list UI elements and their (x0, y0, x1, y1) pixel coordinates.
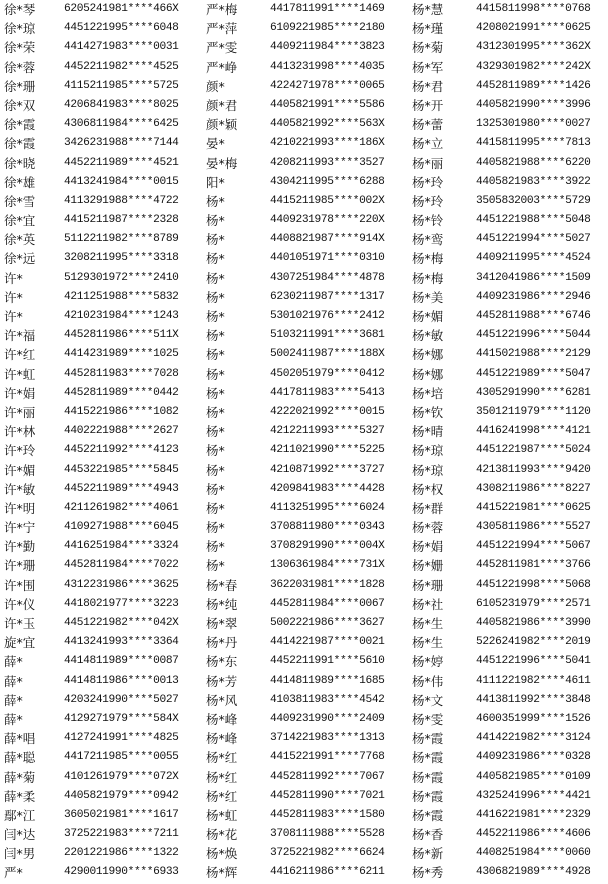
entry-id-number: 4212211993****5327 (270, 425, 385, 438)
entry-id-number: 4452811988****6746 (476, 310, 591, 322)
entry-name: 杨*姗 (412, 558, 444, 574)
entry-name: 杨*伟 (412, 673, 444, 689)
entry-id-number: 4417811991****1469 (270, 3, 385, 15)
entry-id-number: 3426231988****7144 (64, 137, 179, 150)
entry-id-number: 3725221982****6624 (270, 847, 385, 860)
entry-name: 杨*珊 (412, 577, 444, 593)
entry-name: 杨* (206, 404, 225, 420)
entry-name: 杨*生 (412, 635, 444, 651)
entry-name: 徐*英 (4, 232, 36, 248)
entry-id-number: 4452811990****7021 (270, 789, 385, 802)
entry-name: 杨* (206, 385, 225, 401)
entry-id-number: 3708811980****0343 (270, 521, 385, 534)
entry-name: 徐*琴 (4, 2, 36, 17)
entry-name: 杨*菊 (412, 40, 444, 56)
entry-id-number: 4452811984****0067 (270, 597, 385, 610)
entry-name: 杨*君 (412, 78, 444, 94)
entry-id-number: 4206841983****8025 (64, 98, 179, 111)
entry-name: 许*明 (4, 500, 36, 516)
entry-id-number: 4405821979****0942 (64, 789, 179, 802)
entry-id-number: 3605021981****1617 (64, 808, 179, 821)
entry-name: 严*梅 (206, 2, 238, 17)
entry-id-number: 5129301972****2410 (64, 271, 179, 284)
entry-id-number: 4414811989****1685 (270, 674, 385, 687)
entry-name: 杨*钦 (412, 404, 444, 420)
entry-name: 许*娟 (4, 385, 36, 401)
entry-name: 许*虹 (4, 366, 36, 382)
entry-name: 杨*红 (206, 750, 238, 766)
entry-id-number: 4452211992****4123 (64, 444, 179, 457)
entry-name: 杨*梅 (412, 251, 444, 267)
entry-name: 严* (4, 865, 23, 881)
entry-id-number: 5226241982****2019 (476, 636, 591, 649)
entry-name: 杨*秀 (412, 865, 444, 881)
entry-id-number: 4414221982****3124 (476, 732, 591, 745)
entry-name: 许*玲 (4, 443, 36, 459)
entry-name: 杨* (206, 328, 225, 344)
entry-id-number: 4451221982****042X (64, 617, 179, 629)
entry-id-number: 4451221996****5041 (476, 655, 591, 668)
entry-id-number: 4452811992****7067 (270, 770, 385, 783)
entry-id-number: 4451221987****5024 (476, 444, 591, 457)
entry-name: 颜* (206, 78, 225, 94)
entry-name: 杨* (206, 424, 225, 440)
entry-id-number: 4452211991****5610 (270, 655, 385, 668)
entry-id-number: 4452211986****4606 (476, 828, 591, 841)
entry-name: 许*玉 (4, 616, 36, 631)
entry-id-number: 3622031981****1828 (270, 578, 385, 591)
entry-name: 徐*蓉 (4, 59, 36, 75)
entry-name: 杨*雯 (412, 711, 444, 727)
entry-id-number: 4452811989****1426 (476, 79, 591, 92)
entry-id-number: 4405821983****3922 (476, 175, 591, 188)
entry-id-number: 4111221982****4611 (476, 674, 591, 687)
entry-name: 徐*霞 (4, 136, 36, 152)
entry-name: 杨*慧 (412, 2, 444, 17)
entry-name: 杨*香 (412, 827, 444, 843)
entry-id-number: 5002221986****3627 (270, 617, 385, 629)
entry-name: 闫*达 (4, 827, 36, 843)
entry-id-number: 4409231990****2409 (270, 712, 385, 725)
entry-id-number: 1325301980****0027 (476, 118, 591, 131)
entry-id-number: 3708291990****004X (270, 540, 385, 553)
entry-name: 杨* (206, 213, 225, 229)
entry-name: 杨*东 (206, 654, 238, 670)
entry-id-number: 4224271978****0065 (270, 79, 385, 92)
entry-id-number: 4451221994****5027 (476, 233, 591, 246)
entry-name: 杨*瑾 (412, 21, 444, 37)
entry-id-number: 4416241998****4121 (476, 425, 591, 438)
entry-id-number: 6105231979****2571 (476, 597, 591, 610)
entry-name: 薛* (4, 692, 23, 708)
entry-id-number: 4113251995****6024 (270, 501, 385, 514)
entry-name: 严*雯 (206, 40, 238, 56)
entry-name: 薛* (4, 711, 23, 727)
entry-id-number: 4409211995****4524 (476, 252, 591, 265)
entry-name: 杨*琼 (412, 443, 444, 459)
entry-id-number: 4451221995****6048 (64, 22, 179, 35)
entry-id-number: 4405821992****563X (270, 118, 385, 131)
entry-name: 杨*晴 (412, 424, 444, 440)
entry-name: 杨*娜 (412, 366, 444, 382)
entry-id-number: 4222021992****0015 (270, 405, 385, 418)
entry-name: 杨*新 (412, 846, 444, 862)
entry-name: 杨* (206, 520, 225, 536)
entry-name: 杨*生 (412, 616, 444, 631)
entry-id-number: 4208021991****0625 (476, 22, 591, 35)
entry-id-number: 4413241993****3364 (64, 636, 179, 649)
entry-id-number: 4101261979****072X (64, 770, 179, 783)
entry-id-number: 4451221988****5048 (476, 214, 591, 227)
entry-id-number: 4312231986****3625 (64, 578, 179, 591)
entry-id-number: 4415221986****1082 (64, 405, 179, 418)
entry-id-number: 4451221989****5047 (476, 367, 591, 380)
entry-name: 杨*霞 (412, 731, 444, 747)
entry-name: 杨*立 (412, 136, 444, 152)
entry-name: 许* (4, 289, 23, 305)
entry-name: 徐*晓 (4, 155, 36, 171)
entry-id-number: 4402221988****2627 (64, 425, 179, 438)
entry-name: 薛*菊 (4, 769, 36, 785)
entry-id-number: 4211251988****5832 (64, 290, 179, 303)
entry-name: 鄢*江 (4, 807, 36, 823)
entry-id-number: 4453221985****5845 (64, 463, 179, 476)
entry-name: 徐*双 (4, 97, 36, 113)
entry-id-number: 4115211985****5725 (64, 79, 179, 92)
entry-name: 薛*柔 (4, 788, 36, 804)
entry-name: 杨*峰 (206, 731, 238, 747)
entry-id-number: 4415211987****2328 (64, 214, 179, 227)
entry-name: 许*勤 (4, 539, 36, 555)
entry-name: 杨*群 (412, 500, 444, 516)
entry-name: 杨*焕 (206, 846, 238, 862)
entry-id-number: 3714221983****1313 (270, 732, 385, 745)
entry-name: 颜*颖 (206, 117, 238, 133)
entry-id-number: 6205241981****466X (64, 3, 179, 15)
entry-name: 杨*军 (412, 59, 444, 75)
entry-id-number: 4405821991****5586 (270, 98, 385, 111)
entry-name: 徐*雄 (4, 174, 36, 190)
entry-name: 杨*春 (206, 577, 238, 593)
entry-id-number: 4109271988****6045 (64, 521, 179, 534)
entry-name: 杨* (206, 558, 225, 574)
entry-id-number: 4308211986****8227 (476, 482, 591, 495)
entry-id-number: 6109221985****2180 (270, 22, 385, 35)
entry-name: 许*珊 (4, 558, 36, 574)
entry-name: 许*丽 (4, 404, 36, 420)
entry-id-number: 4208211993****3527 (270, 156, 385, 169)
entry-id-number: 4415221981****0625 (476, 501, 591, 514)
entry-id-number: 5002411987****188X (270, 348, 385, 361)
entry-name: 杨*媚 (412, 309, 444, 324)
entry-id-number: 4416211986****6211 (270, 866, 385, 879)
entry-name: 旋*宜 (4, 635, 36, 651)
entry-id-number: 4600351999****1526 (476, 712, 591, 725)
entry-id-number: 4210231984****1243 (64, 310, 179, 322)
entry-id-number: 4452811984****7022 (64, 559, 179, 572)
entry-id-number: 4405821988****6220 (476, 156, 591, 169)
entry-name: 杨*婷 (412, 654, 444, 670)
entry-id-number: 4409231978****220X (270, 214, 385, 227)
entry-id-number: 4213811993****9420 (476, 463, 591, 476)
entry-id-number: 4305291990****6281 (476, 386, 591, 399)
entry-id-number: 4418021977****3223 (64, 597, 179, 610)
entry-name: 许*围 (4, 577, 36, 593)
entry-name: 杨* (206, 347, 225, 363)
entry-id-number: 4451221994****5067 (476, 540, 591, 553)
entry-id-number: 4417211985****0055 (64, 751, 179, 764)
entry-name: 严*萍 (206, 21, 238, 37)
entry-name: 许*红 (4, 347, 36, 363)
entry-name: 杨*玲 (412, 193, 444, 209)
entry-id-number: 4452811983****7028 (64, 367, 179, 380)
entry-id-number: 3708111988****5528 (270, 828, 385, 841)
entry-name: 杨*丽 (412, 155, 444, 171)
entry-id-number: 3412041986****1509 (476, 271, 591, 284)
entry-name: 许*福 (4, 328, 36, 344)
entry-name: 杨* (206, 462, 225, 478)
entry-name: 杨*翠 (206, 616, 238, 631)
entry-name: 杨* (206, 500, 225, 516)
entry-name: 晏*梅 (206, 155, 238, 171)
entry-id-number: 4413231998****4035 (270, 60, 385, 73)
entry-id-number: 4415221991****7768 (270, 751, 385, 764)
entry-name: 杨* (206, 481, 225, 497)
entry-name: 许*仪 (4, 596, 36, 612)
entry-id-number: 4127241991****4825 (64, 732, 179, 745)
entry-id-number: 4408251984****0060 (476, 847, 591, 860)
entry-name: 杨*霞 (412, 788, 444, 804)
entry-id-number: 4209841983****4428 (270, 482, 385, 495)
entry-name: 杨*虹 (206, 807, 238, 823)
entry-id-number: 5103211991****3681 (270, 329, 385, 342)
entry-name: 杨*红 (206, 788, 238, 804)
entry-id-number: 4415811995****7813 (476, 137, 591, 150)
entry-name: 杨*鸾 (412, 232, 444, 248)
entry-name: 杨*铃 (412, 213, 444, 229)
entry-name: 杨*敏 (412, 328, 444, 344)
entry-name: 徐*琼 (4, 21, 36, 37)
entry-name: 杨*娜 (412, 347, 444, 363)
entry-id-number: 4409231986****0328 (476, 751, 591, 764)
entry-name: 杨*培 (412, 385, 444, 401)
entry-name: 徐*霞 (4, 117, 36, 133)
entry-id-number: 4416251984****3324 (64, 540, 179, 553)
entry-id-number: 4408821987****914X (270, 233, 385, 246)
entry-name: 杨*纯 (206, 596, 238, 612)
entry-name: 薛*唱 (4, 731, 36, 747)
entry-name: 杨*玲 (412, 174, 444, 190)
entry-id-number: 4306811984****6425 (64, 118, 179, 131)
entry-name: 杨*权 (412, 481, 444, 497)
entry-id-number: 3501211979****1120 (476, 405, 591, 418)
entry-id-number: 4305811986****5527 (476, 521, 591, 534)
entry-id-number: 4415211985****002X (270, 194, 385, 207)
entry-name: 杨*梅 (412, 270, 444, 286)
entry-id-number: 4409231986****2946 (476, 290, 591, 303)
entry-name: 杨*霞 (412, 750, 444, 766)
entry-name: 许*宁 (4, 520, 36, 536)
entry-name: 薛* (4, 673, 23, 689)
entry-name: 杨* (206, 443, 225, 459)
entry-id-number: 4325241996****4421 (476, 789, 591, 802)
entry-id-number: 4413241984****0015 (64, 175, 179, 188)
entry-name: 杨*辉 (206, 865, 238, 881)
entry-name: 许*媚 (4, 462, 36, 478)
entry-id-number: 4415021988****2129 (476, 348, 591, 361)
entry-id-number: 3725221983****7211 (64, 828, 179, 841)
entry-id-number: 4211021990****5225 (270, 444, 385, 457)
entry-name: 杨*琼 (412, 462, 444, 478)
entry-name: 杨*开 (412, 97, 444, 113)
entry-name: 阳* (206, 174, 225, 190)
entry-name: 杨*蓉 (412, 520, 444, 536)
entry-id-number: 4414811986****0013 (64, 674, 179, 687)
entry-name: 徐*雪 (4, 193, 36, 209)
entry-name: 晏* (206, 136, 225, 152)
entry-name: 杨* (206, 270, 225, 286)
entry-id-number: 3505832003****5729 (476, 194, 591, 207)
entry-id-number: 4103811983****4542 (270, 693, 385, 706)
entry-name: 杨*文 (412, 692, 444, 708)
entry-id-number: 4405821990****3996 (476, 98, 591, 111)
entry-name: 杨* (206, 289, 225, 305)
entry-id-number: 6230211987****1317 (270, 290, 385, 303)
entry-id-number: 4307251984****4878 (270, 271, 385, 284)
entry-name: 许* (4, 309, 23, 324)
entry-name: 严*峥 (206, 59, 238, 75)
entry-id-number: 5301021976****2412 (270, 310, 385, 322)
entry-name: 杨*娟 (412, 539, 444, 555)
entry-name: 颜*君 (206, 97, 238, 113)
entry-id-number: 4452811983****1580 (270, 808, 385, 821)
entry-name: 徐*荣 (4, 40, 36, 56)
entry-id-number: 4452811986****511X (64, 329, 179, 342)
entry-id-number: 4414271983****0031 (64, 41, 179, 54)
entry-id-number: 4211261982****4061 (64, 501, 179, 514)
entry-id-number: 4415811998****0768 (476, 3, 591, 15)
entry-name: 杨* (206, 232, 225, 248)
entry-name: 徐*远 (4, 251, 36, 267)
entry-id-number: 4405821986****3990 (476, 617, 591, 629)
entry-id-number: 2201221986****1322 (64, 847, 179, 860)
entry-name: 杨* (206, 193, 225, 209)
entry-id-number: 4416221981****2329 (476, 808, 591, 821)
entry-id-number: 4452211982****4525 (64, 60, 179, 73)
entry-id-number: 4210871992****3727 (270, 463, 385, 476)
entry-id-number: 4306821989****4928 (476, 866, 591, 879)
entry-id-number: 3208211995****3318 (64, 252, 179, 265)
entry-id-number: 4413811992****3848 (476, 693, 591, 706)
entry-id-number: 4502051979****0412 (270, 367, 385, 380)
entry-id-number: 4113291988****4722 (64, 194, 179, 207)
entry-name: 杨*丹 (206, 635, 238, 651)
entry-id-number: 4312301995****362X (476, 41, 591, 54)
entry-name: 徐*宜 (4, 213, 36, 229)
entry-id-number: 4203241990****5027 (64, 693, 179, 706)
entry-id-number: 5112211982****8789 (64, 233, 179, 246)
entry-id-number: 4452211989****4943 (64, 482, 179, 495)
entry-name: 杨*芳 (206, 673, 238, 689)
entry-id-number: 4129271979****584X (64, 712, 179, 725)
entry-id-number: 4329301982****242X (476, 60, 591, 73)
entry-name: 闫*男 (4, 846, 36, 862)
entry-name: 杨* (206, 251, 225, 267)
entry-name: 许* (4, 270, 23, 286)
entry-name: 许*林 (4, 424, 36, 440)
entry-id-number: 1306361984****731X (270, 559, 385, 572)
entry-name: 杨*社 (412, 596, 444, 612)
entry-id-number: 4451221998****5068 (476, 578, 591, 591)
entry-id-number: 4290011990****6933 (64, 866, 179, 879)
entry-id-number: 4452211989****4521 (64, 156, 179, 169)
entry-name: 杨* (206, 309, 225, 324)
entry-id-number: 4452811981****3766 (476, 559, 591, 572)
entry-id-number: 4401051971****0310 (270, 252, 385, 265)
entry-id-number: 4414811989****0087 (64, 655, 179, 668)
entry-id-number: 4414231989****1025 (64, 348, 179, 361)
entry-id-number: 4304211995****6288 (270, 175, 385, 188)
entry-id-number: 4452811989****0442 (64, 386, 179, 399)
entry-name: 杨*霞 (412, 807, 444, 823)
entry-id-number: 4210221993****186X (270, 137, 385, 150)
entry-name: 许*敏 (4, 481, 36, 497)
entry-name: 薛*聪 (4, 750, 36, 766)
entry-name: 徐*珊 (4, 78, 36, 94)
entry-id-number: 4414221987****0021 (270, 636, 385, 649)
entry-name: 薛* (4, 654, 23, 670)
entry-name: 杨*峰 (206, 711, 238, 727)
entry-name: 杨* (206, 366, 225, 382)
entry-id-number: 4409211984****3823 (270, 41, 385, 54)
entry-name: 杨*霞 (412, 769, 444, 785)
entry-name: 杨*风 (206, 692, 238, 708)
entry-id-number: 4405821985****0109 (476, 770, 591, 783)
entry-name: 杨*红 (206, 769, 238, 785)
entry-name: 杨*美 (412, 289, 444, 305)
entry-name: 杨* (206, 539, 225, 555)
entry-name: 杨*蕾 (412, 117, 444, 133)
entry-id-number: 4451221996****5044 (476, 329, 591, 342)
entry-id-number: 4417811983****5413 (270, 386, 385, 399)
entry-name: 杨*花 (206, 827, 238, 843)
